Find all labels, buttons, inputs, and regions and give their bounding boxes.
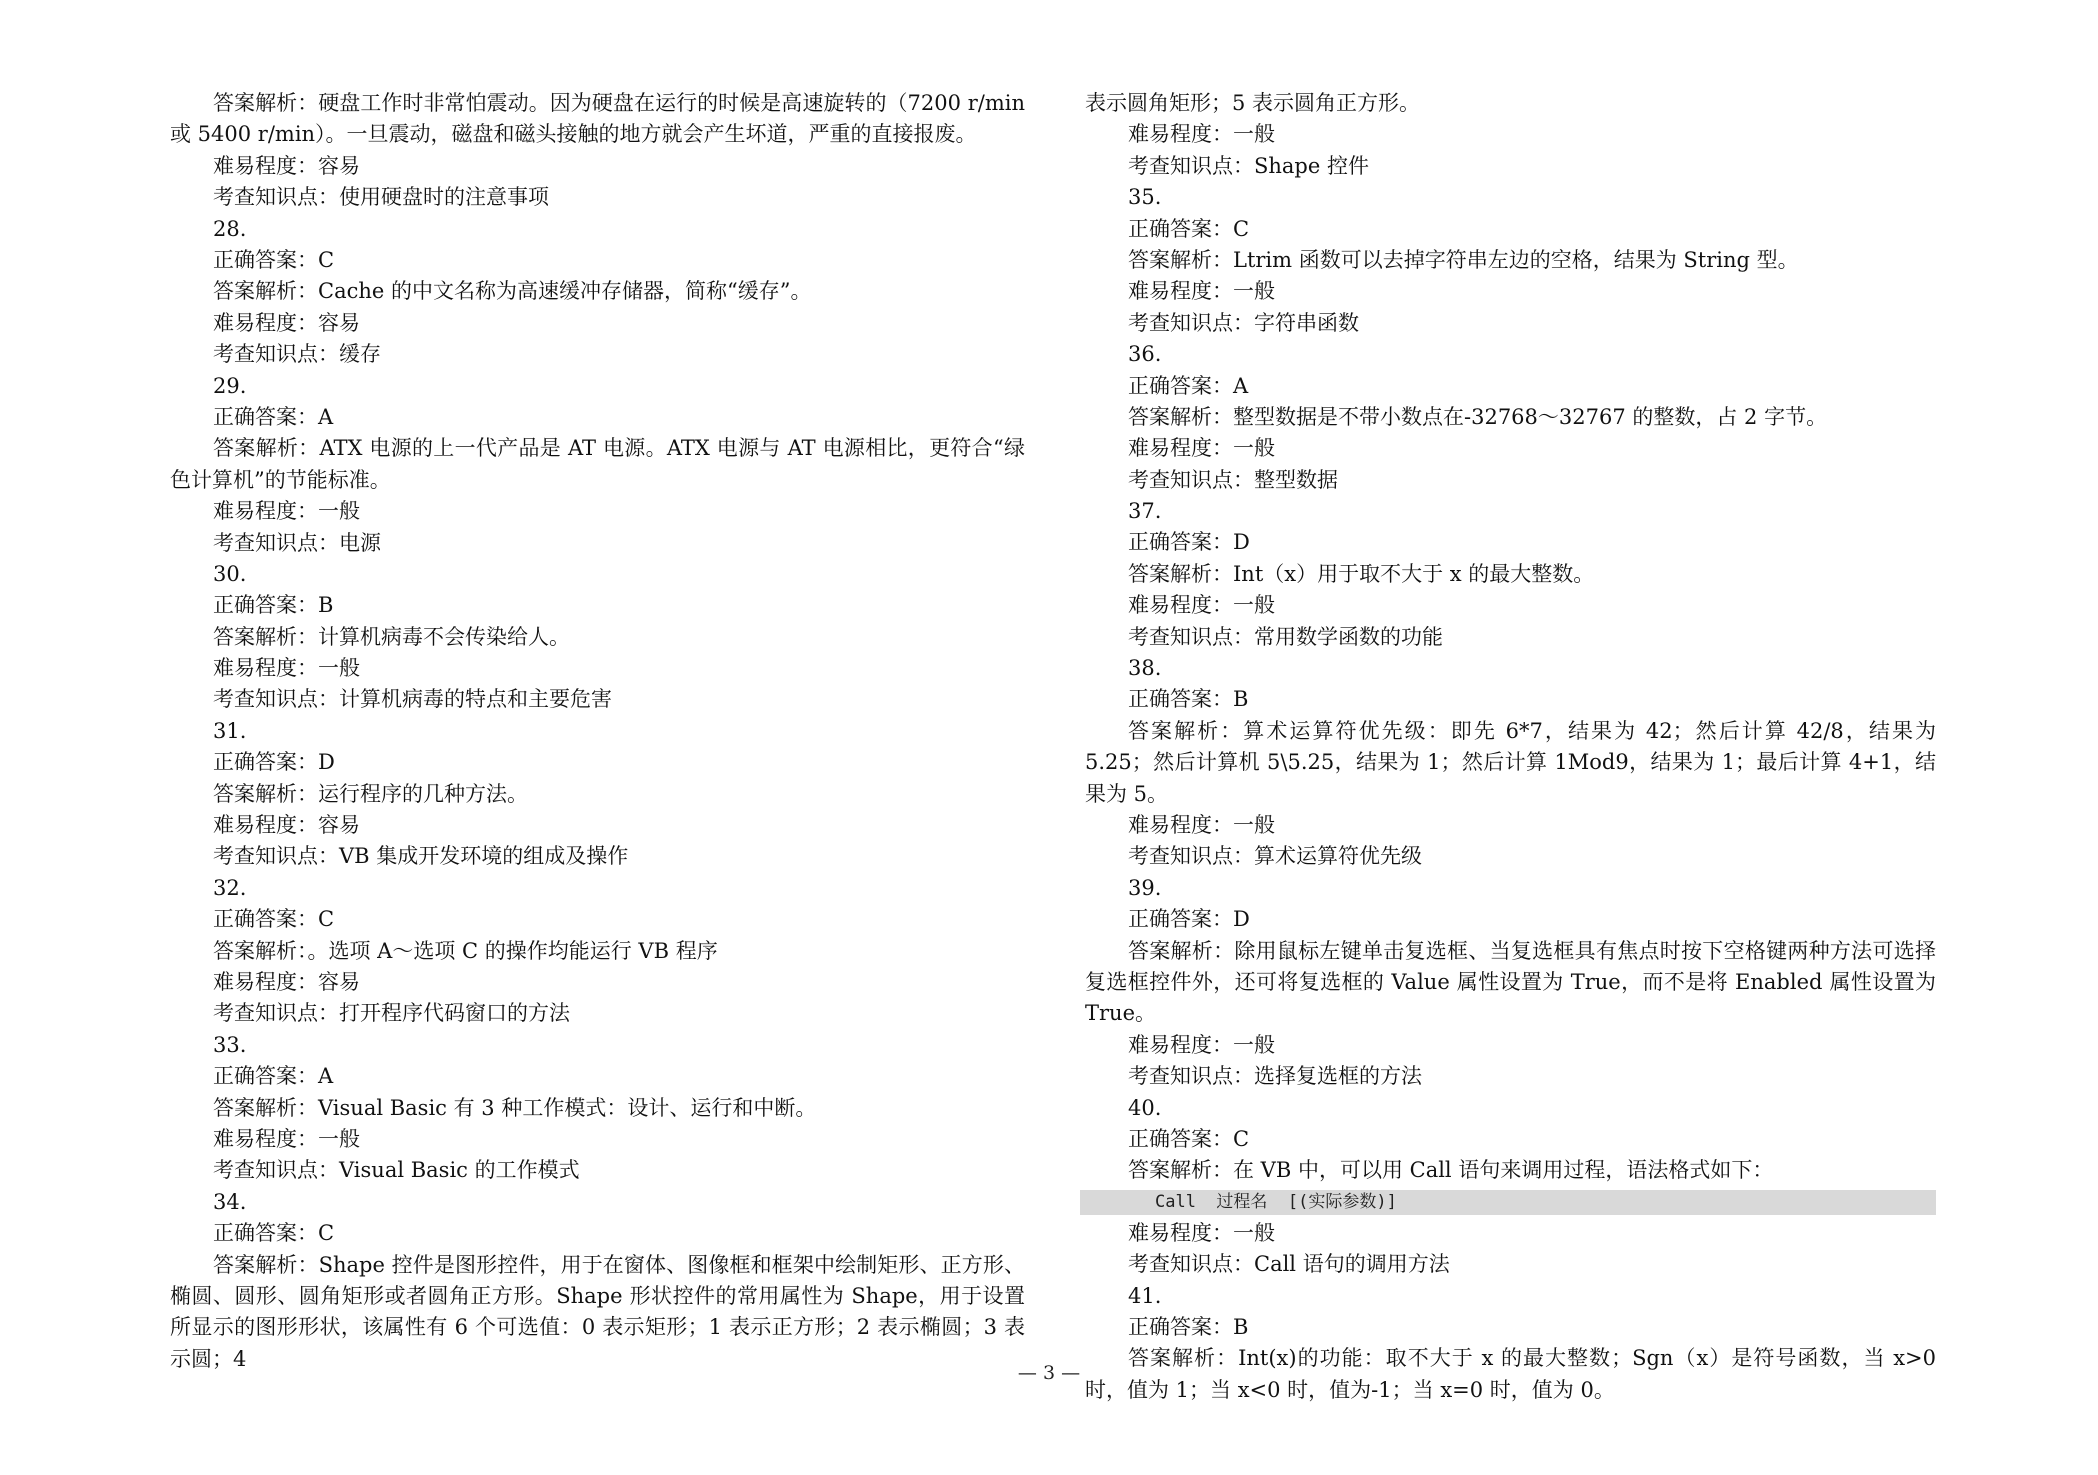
text-line: 正确答案：A	[213, 404, 334, 429]
text-line: 考查知识点：算术运算符优先级	[1128, 844, 1422, 869]
text-line: 难易程度：一般	[1128, 436, 1275, 461]
text-line: 29.	[213, 373, 247, 398]
text-line: 难易程度：一般	[1128, 593, 1275, 618]
text-line: 难易程度：一般	[1128, 122, 1275, 147]
text-line: 答案解析：在 VB 中，可以用 Call 语句来调用过程，语法格式如下：	[1128, 1158, 1774, 1183]
text-line: 正确答案：C	[213, 907, 335, 932]
text-line: 33.	[213, 1032, 247, 1057]
text-line: 答案解析：计算机病毒不会传染给人。	[213, 624, 570, 649]
text-line: 36.	[1128, 342, 1162, 367]
text-line: 答案解析：Cache 的中文名称为高速缓冲存储器，简称“缓存”。	[213, 279, 812, 304]
text-line: 考查知识点：选择复选框的方法	[1128, 1064, 1422, 1089]
text-line: 28.	[213, 216, 247, 241]
text-line: 难易程度：一般	[1128, 279, 1275, 304]
text-line: 难易程度：容易	[213, 153, 360, 178]
text-line: 答案解析：整型数据是不带小数点在-32768～32767 的整数，占 2 字节。	[1128, 404, 1828, 429]
text-line: 难易程度：容易	[213, 813, 360, 838]
text-line: 考查知识点：Shape 控件	[1128, 153, 1369, 178]
text-line: 考查知识点：计算机病毒的特点和主要危害	[213, 687, 612, 712]
text-line: 难易程度：容易	[213, 310, 360, 335]
text-line: 难易程度：一般	[1128, 813, 1275, 838]
text-line: 答案解析：运行程序的几种方法。	[213, 781, 528, 806]
text-line: 正确答案：C	[213, 247, 335, 272]
page-number: — 3 —	[1017, 1362, 1081, 1384]
text-line: 答案解析：Int（x）用于取不大于 x 的最大整数。	[1128, 561, 1595, 586]
text-line: 正确答案：C	[213, 1221, 335, 1246]
text-line: 正确答案：A	[1128, 373, 1249, 398]
text-paragraph: 答案解析：硬盘工作时非常怕震动。因为硬盘在运行的时候是高速旋转的（7200 r/min 或 5400 r/min）。一旦震动，磁盘和磁头接触的地方就会产生坏道，严重的直接报废。	[170, 91, 1025, 147]
text-line: 34.	[213, 1189, 247, 1214]
text-line: 正确答案：A	[213, 1064, 334, 1089]
text-line: 考查知识点：字符串函数	[1128, 310, 1359, 335]
text-line: 答案解析：。选项 A～选项 C 的操作均能运行 VB 程序	[213, 938, 718, 963]
text-line: 正确答案：B	[1128, 687, 1249, 712]
text-line: 正确答案：D	[1128, 907, 1250, 932]
text-line: 40.	[1128, 1095, 1162, 1120]
text-paragraph: 答案解析：算术运算符优先级：即先 6*7，结果为 42；然后计算 42/8，结果为 5.25；然后计算机 5\5.25，结果为 1；然后计算 1Mod9，结果为 1；最后计算 4+1，结果为 5。	[1085, 718, 1936, 806]
text-line: 考查知识点：Visual Basic 的工作模式	[213, 1158, 580, 1183]
text-line: 考查知识点：VB 集成开发环境的组成及操作	[213, 844, 629, 869]
text-line: 正确答案：C	[1128, 1126, 1250, 1151]
text-line: 考查知识点：Call 语句的调用方法	[1128, 1252, 1450, 1277]
text-line: 正确答案：C	[1128, 216, 1250, 241]
text-line: 难易程度：一般	[213, 656, 360, 681]
text-line: 32.	[213, 875, 247, 900]
text-line: 表示圆角矩形；5 表示圆角正方形。	[1085, 91, 1421, 115]
text-paragraph: 答案解析：除用鼠标左键单击复选框、当复选框具有焦点时按下空格键两种方法可选择复选框控件外，还可将复选框的 Value 属性设置为 True，而不是将 Enabled 属性设置为 True。	[1085, 938, 1936, 1026]
text-line: 考查知识点：常用数学函数的功能	[1128, 624, 1443, 649]
text-line: 正确答案：D	[213, 750, 335, 775]
text-line: 难易程度：一般	[1128, 1220, 1275, 1245]
text-line: 35.	[1128, 185, 1162, 210]
text-line: 31.	[213, 718, 247, 743]
text-line: 考查知识点：缓存	[213, 342, 381, 367]
text-line: 正确答案：B	[1128, 1314, 1249, 1339]
text-line: 考查知识点：打开程序代码窗口的方法	[213, 1001, 570, 1026]
text-line: 39.	[1128, 875, 1162, 900]
text-line: 难易程度：容易	[213, 970, 360, 994]
text-line: 41.	[1128, 1283, 1162, 1308]
text-line: 答案解析：Visual Basic 有 3 种工作模式：设计、运行和中断。	[213, 1095, 817, 1120]
text-line: 考查知识点：整型数据	[1128, 467, 1338, 492]
text-line: 正确答案：B	[213, 593, 334, 618]
text-line: 答案解析：Ltrim 函数可以去掉字符串左边的空格，结果为 String 型。	[1128, 247, 1799, 272]
text-line: 30.	[213, 561, 247, 586]
text-line: 37.	[1128, 499, 1162, 524]
text-line: 考查知识点：使用硬盘时的注意事项	[213, 185, 549, 210]
text-line: 38.	[1128, 656, 1162, 681]
text-line: 难易程度：一般	[213, 499, 360, 524]
text-paragraph: 答案解析：ATX 电源的上一代产品是 AT 电源。ATX 电源与 AT 电源相比，更符合“绿色计算机”的节能标准。	[170, 436, 1025, 492]
text-paragraph: 答案解析：Int(x)的功能：取不大于 x 的最大整数；Sgn（x）是符号函数，当 x>0 时，值为 1；当 x<0 时，值为-1；当 x=0 时，值为 0。	[1085, 1346, 1936, 1402]
text-line: 考查知识点：电源	[213, 530, 381, 555]
text-line: 难易程度：一般	[213, 1126, 360, 1151]
text-line: 正确答案：D	[1128, 530, 1250, 555]
right-column	[1085, 88, 1936, 1406]
text-paragraph: 答案解析：Shape 控件是图形控件，用于在窗体、图像框和框架中绘制矩形、正方形、椭圆、圆形、圆角矩形或者圆角正方形。Shape 形状控件的常用属性为 Shape，用于设置所显示的图形形状，该属性有 6 个可选值：0 表示矩形；1 表示正方形；2 表示椭圆；3 表示圆；4	[170, 1252, 1025, 1371]
code-line: Call 过程名 [(实际参数)]	[1080, 1190, 1936, 1215]
text-line: 难易程度：一般	[1128, 1032, 1275, 1057]
left-column	[170, 88, 1025, 1375]
